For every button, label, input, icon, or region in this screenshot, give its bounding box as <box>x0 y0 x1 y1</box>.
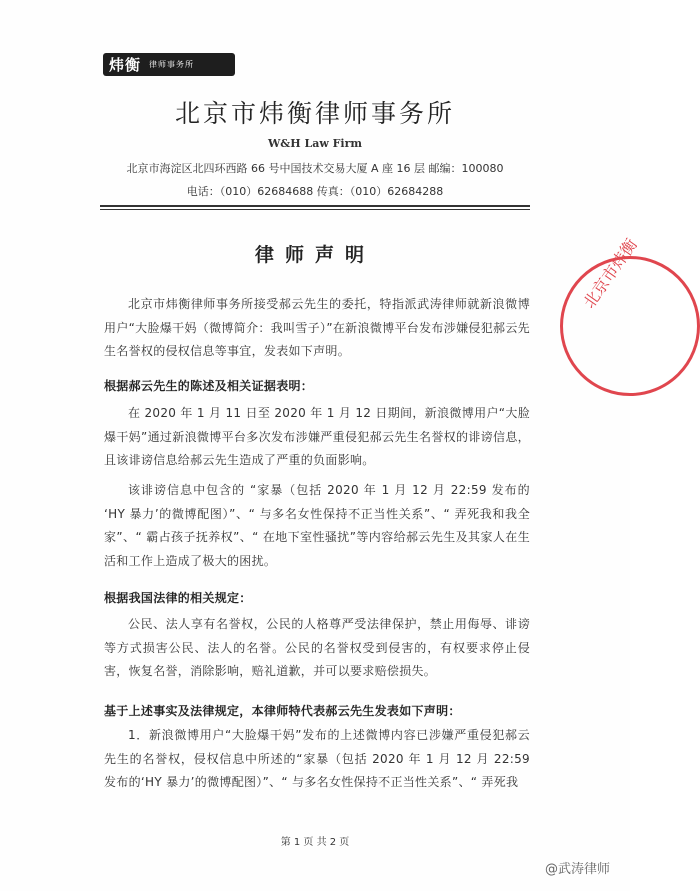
document-title: 律师声明 <box>254 244 375 266</box>
logo-subtitle: 律师事务所 <box>149 60 195 69</box>
header-rule-thick <box>100 205 530 207</box>
statement-paragraph-1: 1．新浪微博用户“大脸爆干妈”发布的上述微博内容已涉嫌严重侵犯郝云先生的名誉权，侵权信息中所述的“家暴（包括 2020 年 1 月 12 月 22:59 发布的‘HY 暴力’的微博配图）”、“ 与多名女性保持不正当性关系”、“ 弄死我 <box>104 728 530 789</box>
firm-name: 北京市炜衡律师事务所 <box>174 99 455 128</box>
firm-logo <box>103 53 235 76</box>
section-heading-law: 根据我国法律的相关规定： <box>104 591 252 605</box>
facts-paragraph-2: 该诽谤信息中包含的 “家暴（包括 2020 年 1 月 12 月 22:59 发布的 ‘HY 暴力’的微博配图）”、“ 与多名女性保持不正当性关系”、“ 弄死我和我全家”、“ 霸占孩子抚养权”、“ 在地下室性骚扰”等内容给郝云先生及其家人在生活和工作上造成了极大的困扰。 <box>104 483 530 568</box>
page-indicator: 第 1 页 共 2 页 <box>280 837 350 848</box>
header-rule-thin <box>100 209 530 210</box>
law-paragraph: 公民、法人享有名誉权，公民的人格尊严受法律保护，禁止用侮辱、诽谤等方式损害公民、法人的名誉。公民的名誉权受到侵害的，有权要求停止侵害，恢复名誉，消除影响，赔礼道歉，并可以要求赔偿损失。 <box>104 617 530 678</box>
firm-contact: 电话：（010）62684688 传真：（010）62684288 <box>186 185 444 198</box>
section-heading-facts: 根据郝云先生的陈述及相关证据表明： <box>104 379 314 393</box>
firm-address: 北京市海淀区北四环西路 66 号中国技术交易大厦 A 座 16 层 邮编：100080 <box>126 162 504 175</box>
section-heading-statement: 基于上述事实及法律规定，本律师特代表郝云先生发表如下声明： <box>104 704 461 718</box>
logo-mark: 炜衡 <box>109 56 142 74</box>
facts-paragraph-1: 在 2020 年 1 月 11 日至 2020 年 1 月 12 日期间，新浪微博用户“大脸爆干妈”通过新浪微博平台多次发布涉嫌严重侵犯郝云先生名誉权的诽谤信息，且该诽谤信息给郝云先生造成了严重的负面影响。 <box>104 406 530 467</box>
intro-paragraph: 北京市炜衡律师事务所接受郝云先生的委托，特指派武涛律师就新浪微博用户“大脸爆干妈（微博简介：我叫雪子）”在新浪微博平台发布涉嫌侵犯郝云先生名誉权的侵权信息等事宜，发表如下声明。 <box>104 297 530 358</box>
seal-text: 北京市炜衡 <box>579 235 641 312</box>
official-seal <box>560 235 700 396</box>
firm-name-english: W&H Law Firm <box>267 137 363 150</box>
weibo-watermark: @武涛律师 <box>544 862 610 877</box>
